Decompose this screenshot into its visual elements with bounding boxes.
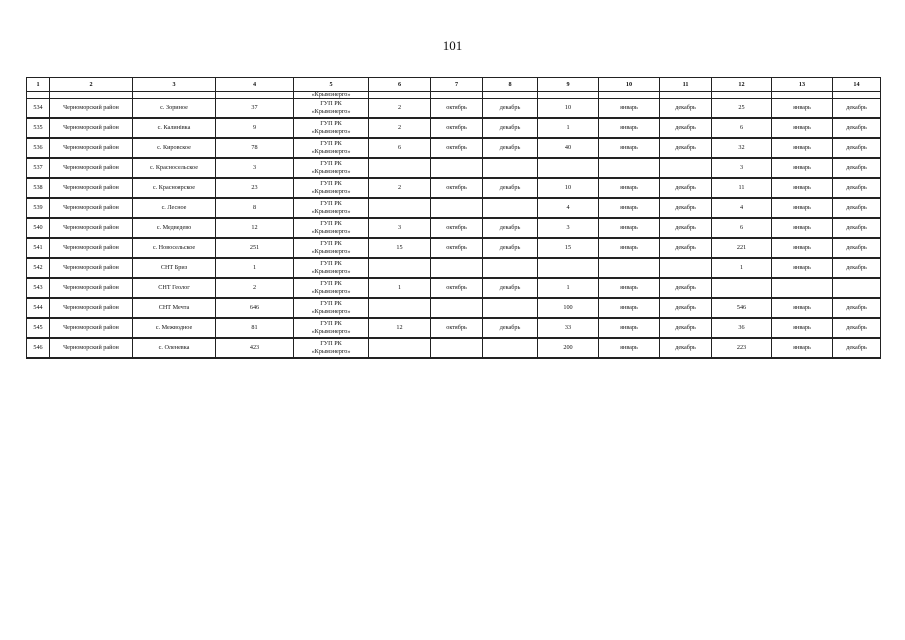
month-cell: январь xyxy=(772,338,833,358)
settlement-cell: с. Межводное xyxy=(133,318,216,338)
month-cell: декабрь xyxy=(833,99,881,119)
value-cell: 546 xyxy=(712,298,772,318)
month-cell: декабрь xyxy=(483,238,538,258)
value-cell: 1 xyxy=(216,258,294,278)
org-line: ГУП РК xyxy=(320,200,342,207)
month-cell xyxy=(431,338,483,358)
month-cell: январь xyxy=(599,338,660,358)
month-cell: октябрь xyxy=(431,278,483,298)
org-line: ГУП РК xyxy=(320,280,342,287)
value-cell: 8 xyxy=(216,198,294,218)
org-line: «Крымэнерго» xyxy=(311,188,351,195)
column-header: 11 xyxy=(660,78,712,92)
month-cell: декабрь xyxy=(833,338,881,358)
value-cell: 10 xyxy=(538,178,599,198)
month-cell: декабрь xyxy=(483,278,538,298)
district-cell: Черноморский район xyxy=(50,338,133,358)
column-header: 10 xyxy=(599,78,660,92)
table-row xyxy=(27,298,881,318)
column-header: 3 xyxy=(133,78,216,92)
row-number: 536 xyxy=(27,138,50,158)
month-cell xyxy=(660,158,712,178)
org-cell xyxy=(294,158,369,178)
settlement-cell: с. Медведево xyxy=(133,218,216,238)
month-cell: январь xyxy=(772,118,833,138)
value-cell: 423 xyxy=(216,338,294,358)
row-number: 540 xyxy=(27,218,50,238)
month-cell: декабрь xyxy=(833,238,881,258)
month-cell: декабрь xyxy=(660,338,712,358)
month-cell: январь xyxy=(772,178,833,198)
month-cell xyxy=(431,198,483,218)
month-cell: январь xyxy=(599,238,660,258)
org-cell xyxy=(294,298,369,318)
settlement-cell: с. Калинівка xyxy=(133,118,216,138)
value-cell xyxy=(369,258,431,278)
month-cell: декабрь xyxy=(833,158,881,178)
column-header: 7 xyxy=(431,78,483,92)
district-cell: Черноморский район xyxy=(50,318,133,338)
table-row xyxy=(27,158,881,178)
district-cell: Черноморский район xyxy=(50,258,133,278)
month-cell: январь xyxy=(772,138,833,158)
org-cell xyxy=(294,118,369,138)
settlement-cell: с. Кировское xyxy=(133,138,216,158)
month-cell: октябрь xyxy=(431,178,483,198)
org-line: ГУП РК xyxy=(320,260,342,267)
district-cell: Черноморский район xyxy=(50,238,133,258)
column-header: 5 xyxy=(294,78,369,92)
table-row xyxy=(27,338,881,358)
value-cell: 12 xyxy=(369,318,431,338)
value-cell: 36 xyxy=(712,318,772,338)
column-header: 14 xyxy=(833,78,881,92)
month-cell: январь xyxy=(772,158,833,178)
value-cell: 1 xyxy=(538,278,599,298)
schedule-table xyxy=(26,77,881,359)
row-number: 537 xyxy=(27,158,50,178)
value-cell: 223 xyxy=(712,338,772,358)
value-cell: 6 xyxy=(712,218,772,238)
header-row xyxy=(27,78,881,92)
value-cell: 251 xyxy=(216,238,294,258)
month-cell: январь xyxy=(772,298,833,318)
value-cell: 3 xyxy=(538,218,599,238)
settlement-cell: с. Красноярское xyxy=(133,178,216,198)
month-cell: октябрь xyxy=(431,138,483,158)
month-cell xyxy=(483,298,538,318)
month-cell: январь xyxy=(599,99,660,119)
month-cell: декабрь xyxy=(833,298,881,318)
row-number: 538 xyxy=(27,178,50,198)
month-cell: декабрь xyxy=(660,118,712,138)
month-cell: декабрь xyxy=(833,138,881,158)
table-row xyxy=(27,218,881,238)
value-cell: 2 xyxy=(216,278,294,298)
row-number: 545 xyxy=(27,318,50,338)
month-cell xyxy=(483,258,538,278)
value-cell: 15 xyxy=(538,238,599,258)
month-cell: декабрь xyxy=(660,99,712,119)
month-cell: январь xyxy=(772,198,833,218)
table-row xyxy=(27,118,881,138)
org-line: «Крымэнерго» xyxy=(311,328,351,335)
row-number: 546 xyxy=(27,338,50,358)
month-cell: декабрь xyxy=(483,99,538,119)
org-cell xyxy=(294,278,369,298)
table-row xyxy=(27,178,881,198)
value-cell xyxy=(369,158,431,178)
value-cell xyxy=(538,258,599,278)
month-cell xyxy=(833,278,881,298)
column-header: 13 xyxy=(772,78,833,92)
district-cell: Черноморский район xyxy=(50,178,133,198)
row-number: 541 xyxy=(27,238,50,258)
value-cell: 37 xyxy=(216,99,294,119)
column-header: 8 xyxy=(483,78,538,92)
settlement-cell: с. Красносельское xyxy=(133,158,216,178)
org-cell xyxy=(294,258,369,278)
month-cell: январь xyxy=(772,99,833,119)
month-cell: октябрь xyxy=(431,318,483,338)
org-line: ГУП РК xyxy=(320,220,342,227)
org-line: ГУП РК xyxy=(320,180,342,187)
month-cell: декабрь xyxy=(660,178,712,198)
column-header: 6 xyxy=(369,78,431,92)
month-cell: декабрь xyxy=(483,318,538,338)
month-cell: октябрь xyxy=(431,118,483,138)
month-cell xyxy=(483,198,538,218)
month-cell: январь xyxy=(599,118,660,138)
column-header: 4 xyxy=(216,78,294,92)
month-cell: октябрь xyxy=(431,238,483,258)
org-line: ГУП РК xyxy=(320,100,342,107)
org-cell xyxy=(294,318,369,338)
month-cell xyxy=(483,158,538,178)
continuation-row xyxy=(27,92,881,99)
value-cell: 2 xyxy=(369,118,431,138)
month-cell xyxy=(431,298,483,318)
district-cell: Черноморский район xyxy=(50,198,133,218)
column-header: 9 xyxy=(538,78,599,92)
column-header: 12 xyxy=(712,78,772,92)
value-cell: 4 xyxy=(538,198,599,218)
district-cell: Черноморский район xyxy=(50,278,133,298)
org-line: ГУП РК xyxy=(320,160,342,167)
month-cell: декабрь xyxy=(660,218,712,238)
value-cell: 32 xyxy=(712,138,772,158)
value-cell xyxy=(369,338,431,358)
month-cell: декабрь xyxy=(833,258,881,278)
month-cell: декабрь xyxy=(833,118,881,138)
month-cell: декабрь xyxy=(833,198,881,218)
value-cell: 3 xyxy=(712,158,772,178)
org-line: ГУП РК xyxy=(320,120,342,127)
value-cell: 221 xyxy=(712,238,772,258)
value-cell: 3 xyxy=(216,158,294,178)
month-cell: декабрь xyxy=(483,118,538,138)
org-line: ГУП РК xyxy=(320,300,342,307)
page-number: 101 xyxy=(442,38,463,53)
month-cell xyxy=(483,338,538,358)
row-number: 535 xyxy=(27,118,50,138)
month-cell: декабрь xyxy=(483,178,538,198)
org-line: «Крымэнерго» xyxy=(311,228,351,235)
value-cell xyxy=(712,278,772,298)
org-line: «Крымэнерго» xyxy=(311,348,351,355)
value-cell: 1 xyxy=(369,278,431,298)
table-row xyxy=(27,278,881,298)
org-line: «Крымэнерго» xyxy=(311,208,351,215)
settlement-cell: СНТ Геолог xyxy=(133,278,216,298)
month-cell xyxy=(772,278,833,298)
month-cell: декабрь xyxy=(833,318,881,338)
month-cell: январь xyxy=(772,318,833,338)
value-cell: 1 xyxy=(712,258,772,278)
org-cell xyxy=(294,99,369,119)
district-cell: Черноморский район xyxy=(50,118,133,138)
value-cell: 40 xyxy=(538,138,599,158)
org-line: ГУП РК xyxy=(320,340,342,347)
row-number: 543 xyxy=(27,278,50,298)
value-cell: 200 xyxy=(538,338,599,358)
month-cell: декабрь xyxy=(660,278,712,298)
month-cell: январь xyxy=(599,198,660,218)
month-cell: декабрь xyxy=(660,318,712,338)
month-cell: декабрь xyxy=(833,178,881,198)
settlement-cell: СНТ Мечта xyxy=(133,298,216,318)
settlement-cell: СНТ Бриз xyxy=(133,258,216,278)
month-cell: октябрь xyxy=(431,99,483,119)
district-cell: Черноморский район xyxy=(50,158,133,178)
table-row xyxy=(27,138,881,158)
value-cell: 12 xyxy=(216,218,294,238)
value-cell xyxy=(369,198,431,218)
settlement-cell: с. Зориное xyxy=(133,99,216,119)
row-number: 534 xyxy=(27,99,50,119)
org-cell xyxy=(294,218,369,238)
org-line: «Крымэнерго» xyxy=(311,288,351,295)
value-cell: 4 xyxy=(712,198,772,218)
value-cell: 646 xyxy=(216,298,294,318)
org-cell: «Крымэнерго» xyxy=(294,92,369,99)
month-cell: январь xyxy=(599,178,660,198)
value-cell: 6 xyxy=(712,118,772,138)
org-line: «Крымэнерго» xyxy=(311,148,351,155)
value-cell: 1 xyxy=(538,118,599,138)
month-cell xyxy=(431,158,483,178)
value-cell: 100 xyxy=(538,298,599,318)
org-line: «Крымэнерго» xyxy=(311,308,351,315)
month-cell: январь xyxy=(599,298,660,318)
column-header: 2 xyxy=(50,78,133,92)
org-line: ГУП РК xyxy=(320,140,342,147)
settlement-cell: с. Лесное xyxy=(133,198,216,218)
org-line: ГУП РК xyxy=(320,320,342,327)
month-cell: январь xyxy=(599,138,660,158)
month-cell: декабрь xyxy=(483,138,538,158)
district-cell: Черноморский район xyxy=(50,218,133,238)
value-cell: 9 xyxy=(216,118,294,138)
value-cell: 2 xyxy=(369,99,431,119)
column-header: 1 xyxy=(27,78,50,92)
value-cell xyxy=(369,298,431,318)
org-line: «Крымэнерго» xyxy=(311,248,351,255)
org-line: ГУП РК xyxy=(320,240,342,247)
settlement-cell: с. Новосельское xyxy=(133,238,216,258)
value-cell: 6 xyxy=(369,138,431,158)
org-cell xyxy=(294,178,369,198)
value-cell: 15 xyxy=(369,238,431,258)
value-cell: 25 xyxy=(712,99,772,119)
month-cell: декабрь xyxy=(833,218,881,238)
org-cell xyxy=(294,138,369,158)
value-cell: 33 xyxy=(538,318,599,338)
org-line: «Крымэнерго» xyxy=(311,268,351,275)
value-cell: 2 xyxy=(369,178,431,198)
month-cell: январь xyxy=(599,318,660,338)
month-cell: октябрь xyxy=(431,218,483,238)
month-cell: декабрь xyxy=(660,238,712,258)
month-cell: январь xyxy=(772,238,833,258)
org-cell xyxy=(294,198,369,218)
district-cell: Черноморский район xyxy=(50,99,133,119)
month-cell: декабрь xyxy=(483,218,538,238)
row-number: 539 xyxy=(27,198,50,218)
value-cell: 78 xyxy=(216,138,294,158)
month-cell xyxy=(599,158,660,178)
month-cell xyxy=(431,258,483,278)
table-row xyxy=(27,318,881,338)
org-cell xyxy=(294,238,369,258)
table-row xyxy=(27,258,881,278)
month-cell: январь xyxy=(772,258,833,278)
org-line: «Крымэнерго» xyxy=(311,108,351,115)
value-cell xyxy=(538,158,599,178)
value-cell: 10 xyxy=(538,99,599,119)
value-cell: 23 xyxy=(216,178,294,198)
org-line: «Крымэнерго» xyxy=(311,168,351,175)
value-cell: 81 xyxy=(216,318,294,338)
row-number: 542 xyxy=(27,258,50,278)
month-cell xyxy=(660,258,712,278)
month-cell: декабрь xyxy=(660,138,712,158)
table-row xyxy=(27,198,881,218)
month-cell: декабрь xyxy=(660,198,712,218)
org-line: «Крымэнерго» xyxy=(311,128,351,135)
district-cell: Черноморский район xyxy=(50,138,133,158)
month-cell: январь xyxy=(772,218,833,238)
value-cell: 3 xyxy=(369,218,431,238)
district-cell: Черноморский район xyxy=(50,298,133,318)
month-cell: декабрь xyxy=(660,298,712,318)
settlement-cell: с. Оленевка xyxy=(133,338,216,358)
month-cell: январь xyxy=(599,278,660,298)
value-cell: 11 xyxy=(712,178,772,198)
month-cell: январь xyxy=(599,218,660,238)
table-row xyxy=(27,99,881,119)
month-cell xyxy=(599,258,660,278)
row-number: 544 xyxy=(27,298,50,318)
table-row xyxy=(27,238,881,258)
org-cell xyxy=(294,338,369,358)
